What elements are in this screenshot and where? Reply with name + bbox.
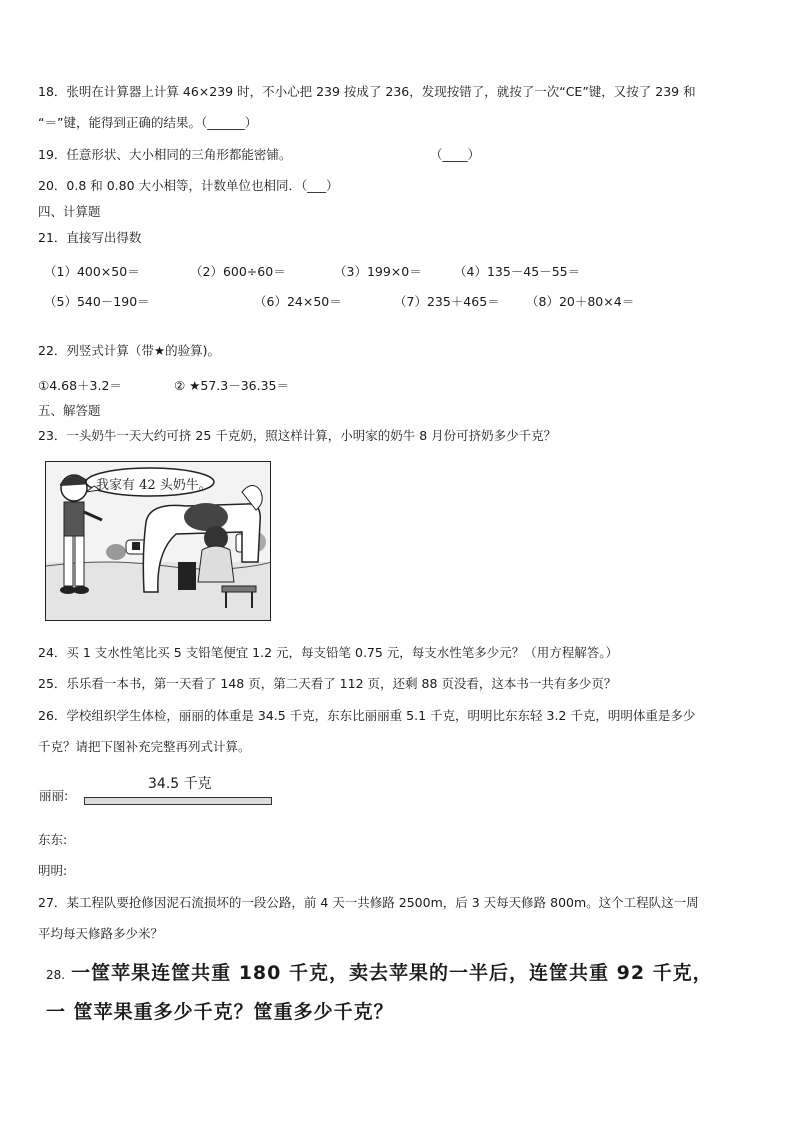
q27-line2: 平均每天修路多少米？: [38, 926, 164, 941]
q18-line2: “＝”键，能得到正确的结果。（______）: [38, 115, 258, 130]
q24-text: 24．买 1 支水性笔比买 5 支铅笔便宜 1.2 元，每支铅笔 0.75 元，每支水性笔多少元？（用方程解答。）: [38, 645, 619, 660]
q21-item-8: （8）20＋80×4＝: [526, 294, 635, 309]
q21-item-5: （5）540－190＝: [44, 294, 150, 309]
q22-item-1: ①4.68＋3.2＝: [38, 378, 122, 393]
q21-text: 21．直接写出得数: [38, 230, 142, 245]
q28-line1-text: 一筐苹果连筐共重 180 千克，卖去苹果的一半后，连筐共重 92 千克，: [71, 962, 713, 984]
q22-text: 22．列竖式计算（带★的验算)。: [38, 343, 220, 358]
q22-item-2: ② ★57.3－36.35＝: [174, 378, 290, 393]
q28-line1: [46, 961, 713, 987]
section4-title: 四、计算题: [38, 204, 101, 219]
q28-line2: 一 筐苹果重多少千克？筐重多少千克？: [46, 1001, 394, 1023]
speech-bubble-text: 我家有 42 头奶牛。: [96, 478, 212, 493]
q28-number: 28.: [46, 968, 66, 982]
q19-answer-blank: （____）: [430, 147, 481, 162]
q23-illustration: [45, 461, 271, 621]
q21-item-6: （6）24×50＝: [254, 294, 342, 309]
bar-value-label: 34.5 千克: [148, 776, 212, 792]
q19-text: [38, 147, 481, 163]
label-mingming: 明明:: [38, 863, 68, 878]
q21-item-7: （7）235＋465＝: [394, 294, 500, 309]
q25-text: 25．乐乐看一本书，第一天看了 148 页，第二天看了 112 页，还剩 88 页没看，这本书一共有多少页？: [38, 676, 617, 691]
q18-line1: 18．张明在计算器上计算 46×239 时，不小心把 239 按成了 236，发现按错了，就按了一次“CE”键，又按了 239 和: [38, 84, 696, 99]
q21-item-2: （2）600÷60＝: [190, 264, 286, 279]
label-dongdong: 东东:: [38, 832, 68, 847]
q21-item-4: （4）135－45－55＝: [454, 264, 581, 279]
q21-item-1: （1）400×50＝: [44, 264, 140, 279]
q23-text: 23．一头奶牛一天大约可挤 25 千克奶，照这样计算，小明家的奶牛 8 月份可挤奶多少千克？: [38, 428, 557, 443]
q21-item-3: （3）199×0＝: [334, 264, 422, 279]
q26-line1: 26．学校组织学生体检，丽丽的体重是 34.5 千克，东东比丽丽重 5.1 千克，明明比东东轻 3.2 千克，明明体重是多少: [38, 708, 696, 723]
q26-line2: 千克？请把下图补充完整再列式计算。: [38, 739, 251, 754]
q20-text: 20．0.8 和 0.80 大小相等，计数单位也相同．（___）: [38, 178, 339, 193]
lili-weight-bar: [84, 797, 272, 805]
q19-question: 19．任意形状、大小相同的三角形都能密铺。: [38, 147, 292, 162]
section5-title: 五、解答题: [38, 403, 101, 418]
label-lili: 丽丽:: [39, 788, 69, 803]
q27-line1: 27．某工程队要抢修因泥石流损坏的一段公路，前 4 天一共修路 2500m，后 3 天每天修路 800m。这个工程队这一周: [38, 895, 699, 910]
